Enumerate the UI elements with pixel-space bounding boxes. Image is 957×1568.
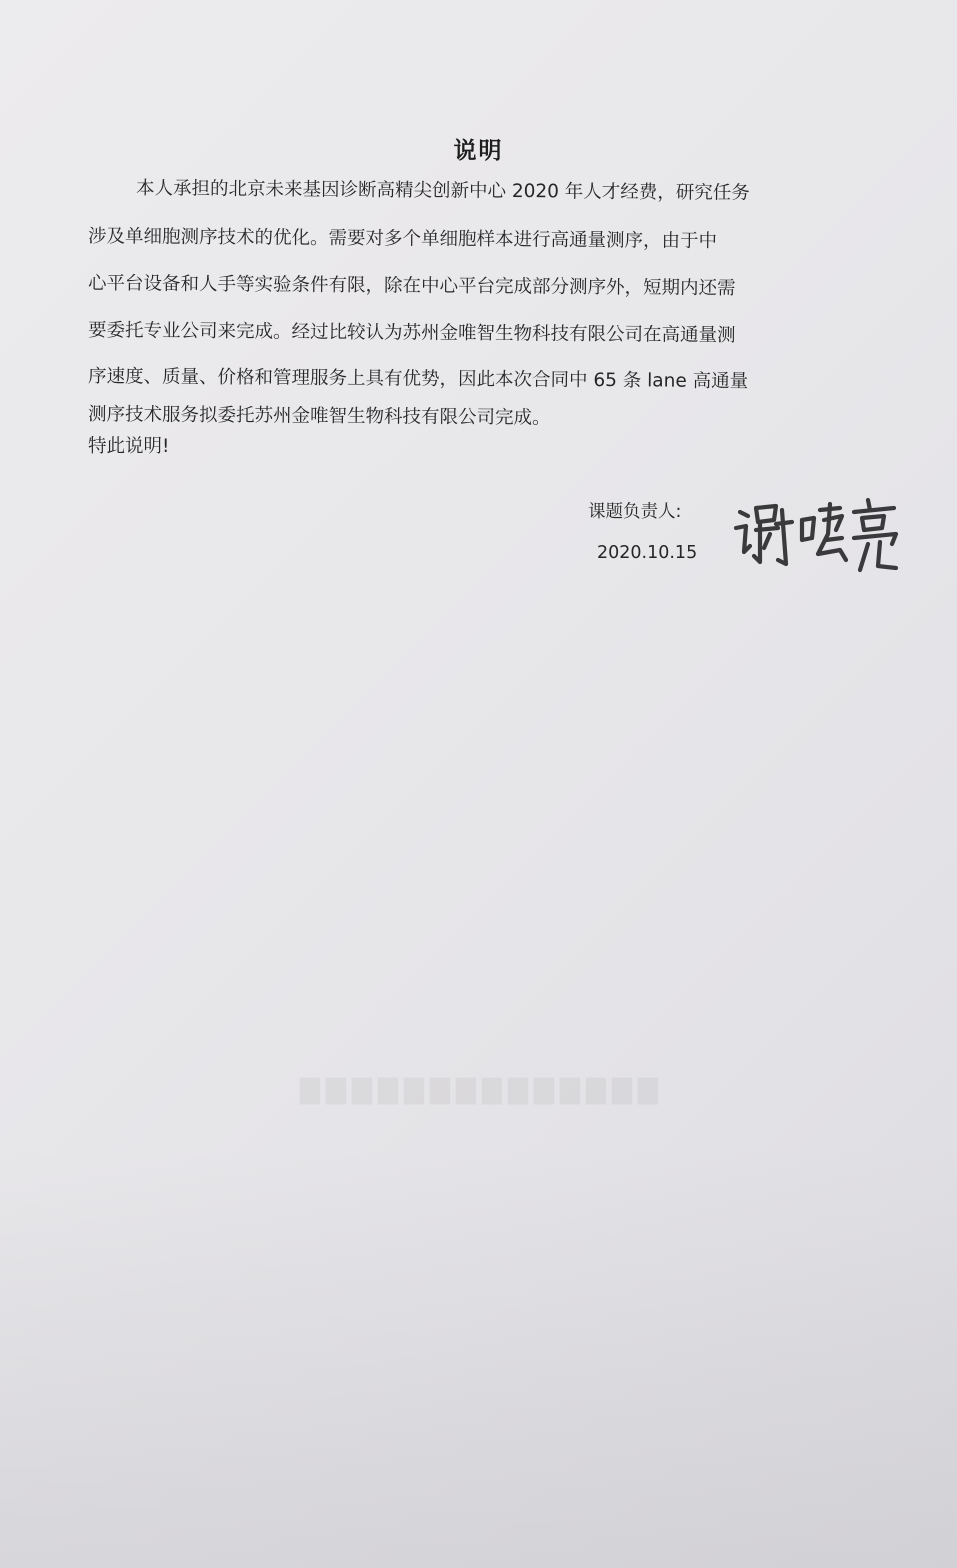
paragraph-line-5: 序速度、质量、价格和管理服务上具有优势，因此本次合同中 65 条 lane 高通量 bbox=[87, 366, 749, 393]
lighting-shadow bbox=[0, 1150, 957, 1568]
bleed-through-text: ▇▇▇▇▇▇▇▇▇▇▇▇▇▇ bbox=[300, 1075, 664, 1105]
document-title: 说明 bbox=[453, 138, 504, 164]
signer-label: 课题负责人: bbox=[588, 502, 682, 522]
paragraph-line-2: 涉及单细胞测序技术的优化。需要对多个单细胞样本进行高通量测序，由于中 bbox=[87, 226, 718, 252]
closing-line: 特此说明! bbox=[88, 436, 170, 457]
paragraph-line-3: 心平台设备和人手等实验条件有限，除在中心平台完成部分测序外，短期内还需 bbox=[87, 273, 736, 300]
paragraph-line-4: 要委托专业公司来完成。经过比较认为苏州金唯智生物科技有限公司在高通量测 bbox=[87, 320, 736, 347]
handwritten-signature bbox=[730, 490, 900, 580]
paragraph-line-1: 本人承担的北京未来基因诊断高精尖创新中心 2020 年人才经费，研究任务 bbox=[135, 178, 750, 204]
signature-date: 2020.10.15 bbox=[597, 543, 698, 563]
paragraph-line-6: 测序技术服务拟委托苏州金唯智生物科技有限公司完成。 bbox=[87, 404, 551, 429]
